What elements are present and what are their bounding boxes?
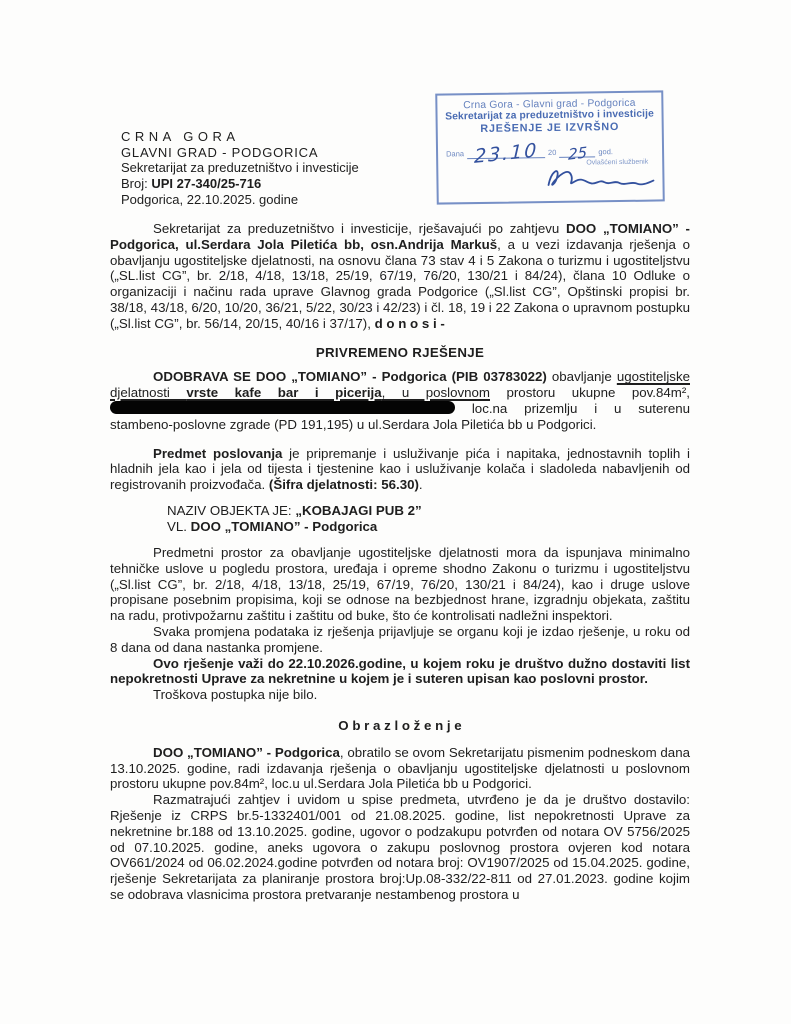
business-scope-lead: Predmet poslovanja bbox=[153, 445, 283, 461]
case-number-value: UPI 27-340/25-716 bbox=[151, 176, 262, 192]
change-notice-paragraph: Svaka promjena podataka iz rješenja prijavljuje se organu koji je izdao rješenje, u roku od 8 dana od dana nastanka promjene. bbox=[110, 623, 690, 655]
business-scope-text: je pripremanje i usluživanje pića i napitaka, jednostavnih toplih i hladnih jela kao i jela od tijesta i tjestenine kao i usluživanje kolača i sladoleda nabavljenih od registrovanih proizvođača. bbox=[110, 445, 690, 493]
object-name-block bbox=[167, 503, 690, 535]
object-name-label: NAZIV OBJEKTA JE: bbox=[167, 502, 296, 518]
stamp-handwritten-date: 23.10 bbox=[473, 139, 539, 168]
intro-paragraph bbox=[110, 221, 690, 332]
stamp-officer-label: Ovlašćeni službenik bbox=[586, 158, 649, 167]
object-name-line bbox=[167, 503, 690, 519]
conditions-paragraph: Predmetni prostor za obavljanje ugostiteljske djelatnosti mora da ispunjava minimalno tehničke uslove u pogledu prostora, uređaja i opreme shodno Zakonu o turizmu i ugostiteljstvu („Sl.list CG”, br. 2/18, 4/18, 13/18, 25/19, 67/19, 76/20, 130/21 i 84/24), kao i druge uslove propisane posebnim propisima, koji se odnose na bezbjednost hrane, izgradnju objekata, zaštitu na radu, protivpožarnu zaštitu i zaštitu od buke, što će kontrolisati nadležni inspektori. bbox=[110, 544, 690, 624]
execution-stamp bbox=[435, 90, 665, 204]
letterhead-department: Sekretarijat za preduzetništvo i investicije bbox=[121, 160, 359, 176]
decision-title: PRIVREMENO RJEŠENJE bbox=[315, 344, 485, 360]
approval-text-4: prostoru ukupne pov.84m², bbox=[490, 385, 690, 401]
letterhead-place-date: Podgorica, 22.10.2025. godine bbox=[121, 191, 299, 207]
approval-paragraph bbox=[110, 369, 690, 432]
approval-text-2: ugostiteljske djelatnosti bbox=[110, 369, 690, 401]
rationale-party: DOO „TOMIANO” - Podgorica bbox=[153, 744, 340, 760]
letterhead-case-number bbox=[121, 176, 359, 192]
redaction-bar bbox=[110, 401, 455, 414]
rationale-paragraph-1 bbox=[110, 745, 690, 792]
object-owner-line bbox=[167, 519, 690, 535]
costs-paragraph: Troškova postupka nije bilo. bbox=[153, 687, 318, 703]
rationale-request-text: , obratilo se ovom Sekretarijatu pismenim podneskom dana 13.10.2025. godine, radi izdavanja rješenja o obavljanju ugostiteljske djelatnosti u poslovnom prostoru ukupne pov.84m², loc.u ul.Serdara Jola Piletića bb u Podgorici. bbox=[110, 744, 690, 792]
object-owner-label: VL. bbox=[167, 518, 191, 534]
business-scope-paragraph bbox=[110, 446, 690, 493]
stamp-date-label: Dana bbox=[446, 149, 465, 159]
document-body bbox=[110, 221, 690, 903]
stamp-year-suffix: god. bbox=[598, 147, 614, 157]
intro-party: DOO „TOMIANO” - Podgorica, ul.Serdara Jola Piletića bb, osn.Andrija Markuš bbox=[110, 221, 690, 252]
rationale-paragraph-2: Razmatrajući zahtjev i uvidom u spise predmeta, utvrđeno je da je društvo dostavilo: Rješenje iz CRPS br.5-1332401/001 od 21.08.2025. godine, list nepokretnosti Uprave za nekretnine br.188 od 13.10.2025. godine, ugovor o podzakupu potvrđen od notara OV 5756/2025 od 07.10.2025. godine, aneks ugovora o zakupu poslovnog prostora ovjeren kod notara OV661/2024 od 06.02.2024.godine potvrđen od notara broj: OV1907/2025 od 15.04.2025. godine, rješenje Sekretarijata za planiranje prostora broj:Up.08-332/22-811 od 27.01.2023. godine kojim se odobrava vlasnicima prostora pretvaranje nestambenog prostora u bbox=[110, 792, 690, 902]
stamp-status-text: RJEŠENJE JE IZVRŠNO bbox=[480, 121, 620, 135]
intro-lead: Sekretarijat za preduzetništvo i investicije, rješavajući po zahtjevu bbox=[153, 221, 566, 236]
letterhead bbox=[121, 129, 359, 208]
approval-location: loc.na prizemlju i u suterenu stambeno-poslovne zgrade (PD 191,195) u ul.Serdara Jola Piletića bb u Podgorici. bbox=[110, 400, 690, 432]
object-name-value: „KOBAJAGI PUB 2” bbox=[295, 502, 422, 518]
stamp-org-line2: Sekretarijat za preduzetništvo i investicije bbox=[445, 108, 654, 123]
approval-text-1: obavljanje bbox=[546, 369, 617, 385]
letterhead-city: GLAVNI GRAD - PODGORICA bbox=[121, 144, 319, 160]
stamp-handwritten-year: 25 bbox=[567, 143, 588, 164]
intro-donosi: d o n o s i - bbox=[374, 315, 445, 331]
stamp-org-line1: Crna Gora - Glavni grad - Podgorica bbox=[463, 97, 636, 112]
business-scope-period: . bbox=[418, 477, 423, 493]
validity-paragraph: Ovo rješenje važi do 22.10.2026.godine, u kojem roku je društvo dužno dostaviti list nepokretnosti Uprave za nekretnine u kojem je i suteren upisan kao poslovni prostor. bbox=[110, 655, 690, 687]
approval-operative: ODOBRAVA SE DOO „TOMIANO” - Podgorica (PIB 03783022) bbox=[153, 369, 547, 385]
rationale-title: O b r a z l o ž e n j e bbox=[338, 717, 462, 733]
object-owner-value: DOO „TOMIANO” - Podgorica bbox=[190, 518, 378, 534]
stamp-year-prefix: 20 bbox=[547, 147, 557, 158]
stamp-date-blank bbox=[467, 139, 545, 168]
activity-code: (Šifra djelatnosti: 56.30) bbox=[268, 477, 419, 493]
approval-text-3: , u poslovnom bbox=[381, 385, 490, 401]
letterhead-country: CRNA GORA bbox=[121, 129, 240, 144]
stamp-year-blank bbox=[559, 143, 595, 164]
case-number-label: Broj: bbox=[121, 176, 152, 192]
approval-activity-type: vrste kafe bar i picerija bbox=[186, 385, 382, 401]
intro-legal-basis: , a u vezi izdavanja rješenja o obavljanju ugostiteljske djelatnosti, na osnovu člana 73 stav 4 i 5 Zakona o turizmu i ugostiteljstvu („SL.list CG”, br. 2/18, 4/18, 13/18, 25/19, 67/19, 76/20, 130/21 i 84/24), člana 10 Odluke o organizaciji i načinu rada uprave Glavnog grada Podgorice („Sl.list CG”, Opštinski propisi br. 38/18, 43/18, 6/20, 10/20, 36/21, 5/22, 30/23 i 42/23) i čl. 18, 19 i 22 Zakona o upravnom postupku („Sl.list CG”, br. 56/14, 20/15, 40/16 i 37/17), bbox=[110, 236, 690, 331]
